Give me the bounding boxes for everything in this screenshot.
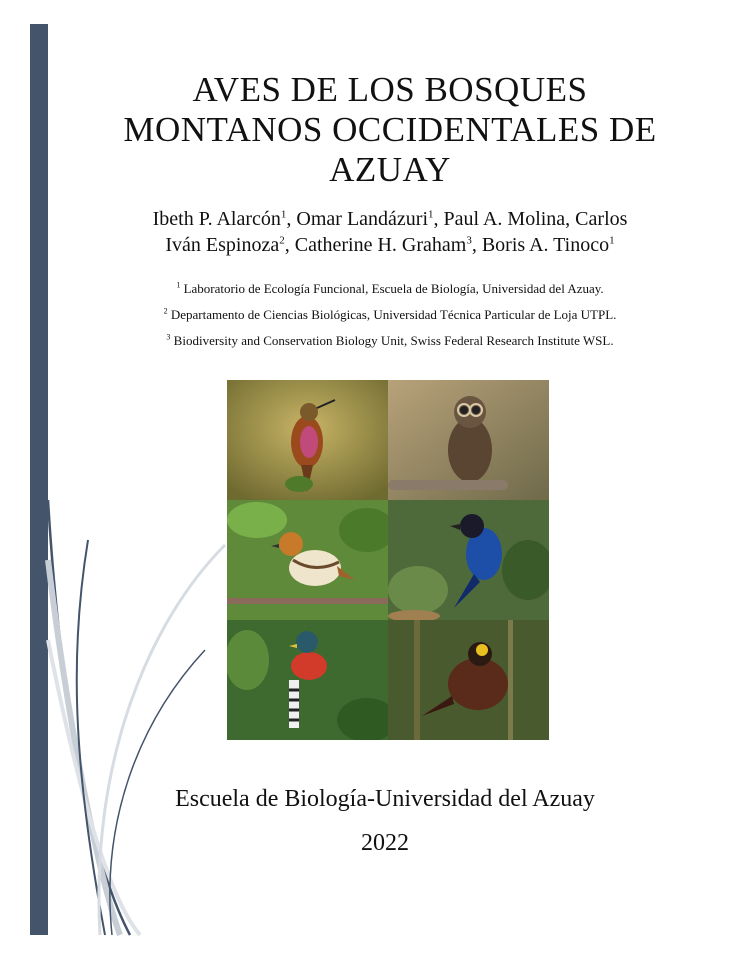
author-name: Paul A. Molina, Carlos: [443, 208, 628, 230]
author-name: Boris A. Tinoco: [481, 234, 610, 256]
owl-photo: [388, 380, 549, 500]
title-line: MONTANOS OCCIDENTALES DE: [123, 110, 657, 149]
affiliation-item: [70, 302, 710, 328]
affiliation-item: [70, 328, 710, 354]
affiliation-marker: 1: [280, 208, 287, 221]
affiliation-list: [70, 276, 710, 354]
author-name: Omar Landázuri: [296, 208, 429, 230]
author-separator: ,: [286, 208, 297, 230]
affiliation-marker: 1: [609, 234, 615, 247]
author-line: [80, 206, 700, 232]
author-name: Ibeth P. Alarcón: [152, 208, 281, 230]
blue-bird-photo: [388, 500, 549, 620]
bird-photo-collage: [227, 380, 549, 740]
affiliation-marker: 3: [466, 234, 472, 247]
document-title: [90, 70, 690, 190]
hummingbird-photo: [227, 380, 388, 500]
affiliation-text: Biodiversity and Conservation Biology Unit, Swiss Federal Research Institute WSL.: [173, 333, 614, 348]
affiliation-number: 2: [163, 306, 168, 316]
side-bar-decoration: [30, 24, 48, 935]
title-line: AVES DE LOS BOSQUES: [192, 70, 588, 109]
trogon-photo: [227, 620, 388, 740]
affiliation-number: 3: [166, 332, 171, 342]
author-name: Iván Espinoza: [165, 234, 280, 256]
author-line: [80, 232, 700, 258]
author-separator: ,: [471, 234, 482, 256]
dark-bird-photo: [388, 620, 549, 740]
affiliation-text: Laboratorio de Ecología Funcional, Escuela de Biología, Universidad del Azuay.: [183, 281, 604, 296]
affiliation-item: [70, 276, 710, 302]
author-separator: ,: [284, 234, 295, 256]
author-name: Catherine H. Graham: [294, 234, 467, 256]
antpitta-photo: [227, 500, 388, 620]
affiliation-number: 1: [176, 280, 181, 290]
affiliation-text: Departamento de Ciencias Biológicas, Universidad Técnica Particular de Loja UTPL.: [170, 307, 617, 322]
affiliation-marker: 2: [279, 234, 285, 247]
title-line: AZUAY: [329, 150, 451, 189]
publication-year: 2022: [361, 830, 409, 856]
affiliation-marker: 1: [428, 208, 434, 221]
author-list: [80, 206, 700, 258]
author-separator: ,: [433, 208, 444, 230]
institution-name: Escuela de Biología-Universidad del Azuay: [175, 786, 595, 812]
